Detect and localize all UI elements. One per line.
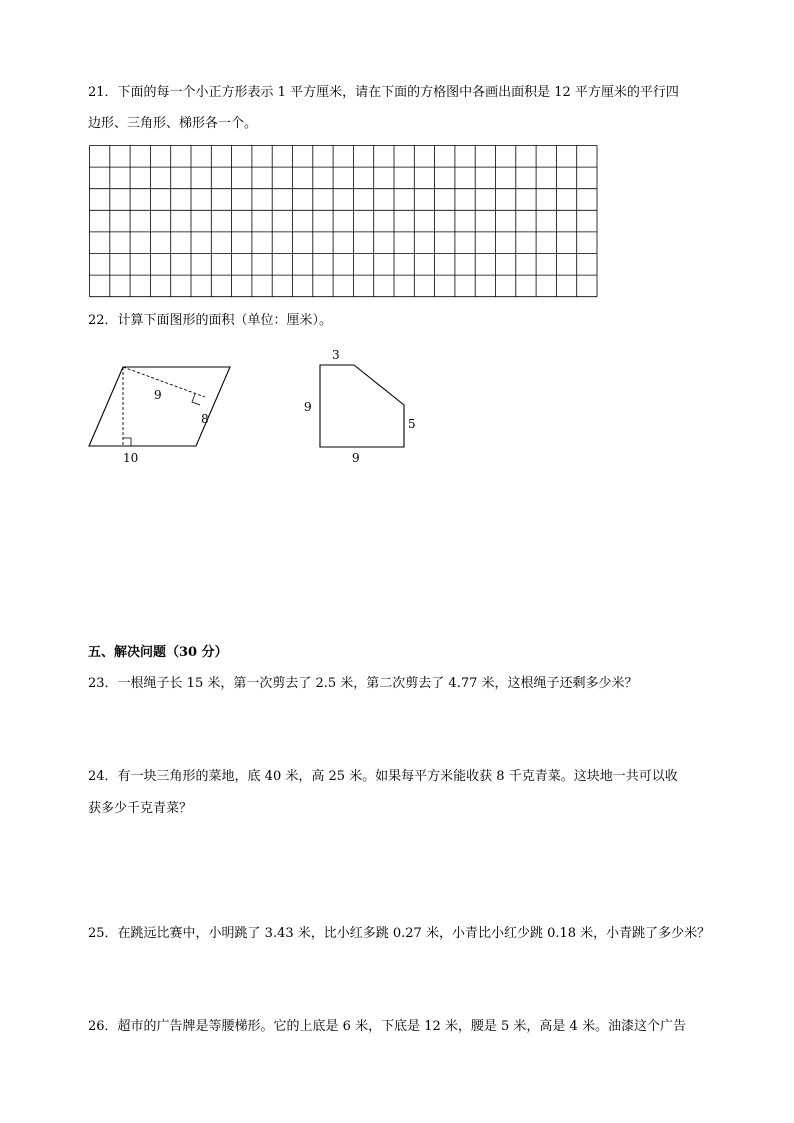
pentagon-left-label: 9 [304, 400, 312, 414]
q23-text: 23．一根绳子长 15 米，第一次剪去了 2.5 米，第二次剪去了 4.77 米，这根绳子还剩多少米？ [88, 676, 638, 691]
square-grid [89, 145, 599, 298]
q22-text: 22．计算下面图形的面积（单位：厘米）。 [88, 313, 333, 328]
pentagon-figure [295, 340, 425, 470]
parallelogram-height-label: 9 [154, 388, 162, 402]
q25-text: 25．在跳远比赛中，小明跳了 3.43 米，比小红多跳 0.27 米，小青比小红少跳 0.18 米，小青跳了多少米？ [88, 926, 711, 941]
q21-text-line1: 21．下面的每一个小正方形表示 1 平方厘米，请在下面的方格图中各画出面积是 12 平方厘米的平行四 [88, 85, 679, 100]
q26-text: 26．超市的广告牌是等腰梯形。它的上底是 6 米，下底是 12 米，腰是 5 米，高是 4 米。油漆这个广告 [88, 1019, 686, 1034]
pentagon-top-label: 3 [332, 348, 340, 362]
pentagon-bottom-label: 9 [352, 451, 360, 465]
q24-text-line1: 24．有一块三角形的菜地，底 40 米，高 25 米。如果每平方米能收获 8 千克青菜。这块地一共可以收 [88, 769, 678, 784]
parallelogram-side-label: 8 [201, 412, 209, 426]
parallelogram-base-label: 10 [123, 451, 139, 465]
q21-text-line2: 边形、三角形、梯形各一个。 [88, 116, 258, 131]
parallelogram-figure [80, 345, 240, 470]
pentagon-right-label: 5 [408, 417, 416, 431]
section-title: 五、解决问题（30 分） [88, 645, 228, 660]
q24-text-line2: 获多少千克青菜？ [88, 801, 193, 816]
